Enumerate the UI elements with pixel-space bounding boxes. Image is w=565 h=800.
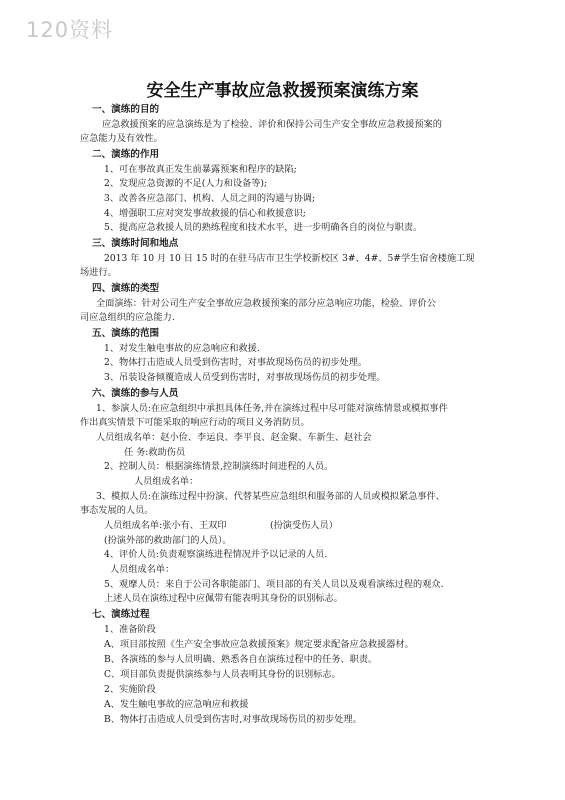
list-item: 3、改善各应急部门、机构、人员之间的沟通与协调;: [104, 193, 316, 204]
paragraph-line: A、发生触电事故的应急响应和救援: [104, 699, 249, 710]
paragraph-line: 5、观摩人员：来自于公司各职能部门、项目部的有关人员以及观看演练过程的观众.: [104, 579, 444, 590]
paragraph-line: 1、参演人员:在应急组织中承担具体任务,并在演练过程中尽可能对演练情景或模拟事件: [96, 403, 448, 414]
paragraph-line: 事态发展的人员。: [80, 505, 154, 516]
watermark: 120资料: [26, 18, 114, 42]
paragraph-line: 1、准备阶段: [104, 624, 156, 635]
list-item: 4、增强职工应对突发事故救援的信心和救援意识;: [104, 208, 306, 219]
paragraph-line: B、物体打击造成人员受到伤害时,对事故现场伤员的初步处理。: [104, 714, 362, 725]
paragraph-line: 上述人员在演练过程中应佩带有能表明其身份的识别标志。: [104, 593, 343, 604]
paragraph-line: 人员组成名单:张小有、王双印: [104, 520, 227, 531]
section-heading: 五、演练的范围: [92, 328, 160, 339]
paragraph-line: C、项目部负责提供演练参与人员表明其身份的识别标志。: [104, 669, 341, 680]
paragraph-line: 2013 年 10 月 10 日 15 时的在驻马店市卫生学校新校区 3#、4#、5#学生宿舍楼施工现: [104, 253, 475, 264]
paragraph-line: 全面演练：针对公司生产安全事故应急救援预案的部分应急响应功能，检验、评价公: [96, 298, 436, 309]
paragraph-line: 人员组成名单：: [134, 476, 199, 487]
paragraph-line: 任 务:救助伤员: [124, 447, 186, 458]
paragraph-line: 作出真实情景下可能采取的响应行动的项目义务消防员。: [80, 417, 310, 428]
section-heading: 一、演练的目的: [92, 104, 160, 115]
paragraph-line: B、各演练的参与人员明确、熟悉各自在演练过程中的任务、职责。: [104, 654, 378, 665]
paragraph-line: 4、评价人员:负责观察演练进程情况并予以记录的人员.: [104, 549, 328, 560]
paragraph-line: 应急救援预案的应急演练是为了检验、评价和保持公司生产安全事故应急救援预案的: [102, 119, 442, 130]
section-heading: 二、演练的作用: [92, 149, 160, 160]
list-item: 2、物体打击造成人员受到伤害时，对事故现场伤员的初步处理。: [104, 357, 368, 368]
list-item: 5、提高应急救援人员的熟练程度和技术水平，进一步明确各自的岗位与职责。: [104, 222, 423, 233]
paragraph-line: 2、控制人员：根据演练情景,控制演练时间进程的人员。: [104, 461, 334, 472]
paragraph-line: (扮演外部的救助部门的人员）。: [104, 535, 232, 546]
paragraph-line: 人员组成名单：: [110, 564, 175, 575]
list-item: 1、对发生触电事故的应急响应和救援.: [104, 343, 260, 354]
section-heading: 四、演练的类型: [92, 283, 160, 294]
paragraph-line: A、项目部按照《生产安全事故应急救援预案》规定要求配备应急救援器材。: [104, 639, 414, 650]
paragraph-line: (扮演受伤人员）: [270, 520, 338, 531]
document-title: 安全生产事故应急救援预案演练方案: [146, 81, 419, 101]
section-heading: 六、演练的参与人员: [92, 388, 179, 399]
section-heading: 三、演练时间和地点: [92, 238, 179, 249]
paragraph-line: 人员组成名单：赵小俭、李运良、李平良、赵金聚、车新生、赵社会: [96, 432, 372, 443]
paragraph-line: 场进行。: [80, 267, 117, 278]
list-item: 1、可在事故真正发生前暴露预案和程序的缺陷;: [104, 164, 297, 175]
list-item: 2、发现应急资源的不足(人力和设备等);: [104, 178, 268, 189]
section-heading: 七、演练过程: [92, 609, 150, 620]
paragraph-line: 司应急组织的应急能力.: [80, 312, 175, 323]
paragraph-line: 2、实施阶段: [104, 684, 156, 695]
paragraph-line: 应急能力及有效性。: [80, 133, 163, 144]
paragraph-line: 3、模拟人员:在演练过程中扮演、代替某些应急组织和服务部的人员或模拟紧急事件、: [96, 491, 445, 502]
list-item: 3、吊装设备倾覆造成人员受到伤害时，对事故现场伤员的初步处理。: [104, 372, 386, 383]
